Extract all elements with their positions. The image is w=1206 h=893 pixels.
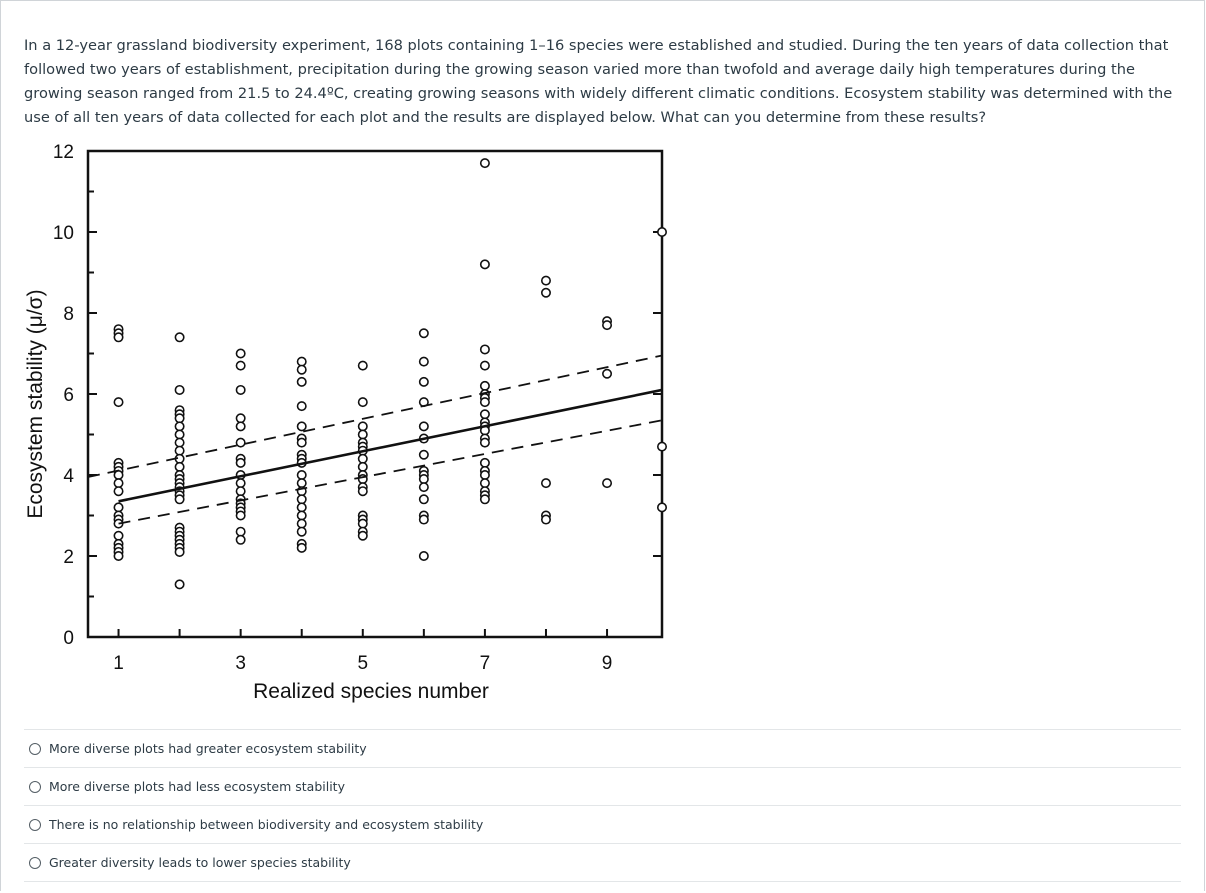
data-point xyxy=(175,548,183,556)
answer-label: More diverse plots had greater ecosystem stability xyxy=(49,741,367,756)
x-axis-title: Realized species number xyxy=(253,680,489,703)
plot-frame xyxy=(88,151,662,637)
answer-options xyxy=(24,729,1181,882)
data-point xyxy=(359,519,367,527)
x-tick-label: 5 xyxy=(357,653,369,674)
data-point xyxy=(298,471,306,479)
data-point xyxy=(481,345,489,353)
confidence-lower-line xyxy=(119,420,662,523)
data-point xyxy=(236,414,244,422)
data-point xyxy=(359,398,367,406)
x-tick-label: 1 xyxy=(113,653,124,674)
y-tick-label: 10 xyxy=(52,223,74,244)
data-point xyxy=(481,459,489,467)
data-point xyxy=(603,321,611,329)
answer-option-4[interactable] xyxy=(24,843,1181,882)
data-point xyxy=(114,479,122,487)
data-point xyxy=(114,487,122,495)
data-point xyxy=(298,511,306,519)
data-point xyxy=(359,430,367,438)
data-point xyxy=(236,459,244,467)
data-point xyxy=(236,536,244,544)
data-point xyxy=(481,398,489,406)
data-point xyxy=(603,479,611,487)
data-point xyxy=(420,495,428,503)
y-tick-label: 2 xyxy=(63,547,74,568)
data-point xyxy=(658,503,666,511)
stability-scatter-chart xyxy=(18,138,678,708)
regression-line xyxy=(119,390,662,501)
data-point xyxy=(175,447,183,455)
data-point xyxy=(420,483,428,491)
data-point xyxy=(236,479,244,487)
data-point xyxy=(298,519,306,527)
data-point xyxy=(359,487,367,495)
x-tick-label: 7 xyxy=(479,653,491,674)
data-point xyxy=(481,471,489,479)
y-tick-label: 12 xyxy=(52,142,74,163)
data-point xyxy=(481,479,489,487)
data-point xyxy=(236,528,244,536)
data-point xyxy=(298,495,306,503)
y-tick-label: 0 xyxy=(63,628,74,649)
data-point xyxy=(542,276,550,284)
data-point xyxy=(420,552,428,560)
data-point xyxy=(236,438,244,446)
data-point xyxy=(420,329,428,337)
data-point xyxy=(236,361,244,369)
data-point xyxy=(114,552,122,560)
radio-button[interactable] xyxy=(29,781,41,793)
radio-button[interactable] xyxy=(29,743,41,755)
answer-label: There is no relationship between biodiversity and ecosystem stability xyxy=(49,817,484,832)
data-point xyxy=(542,479,550,487)
data-point xyxy=(298,503,306,511)
data-point xyxy=(114,398,122,406)
data-point xyxy=(420,515,428,523)
data-point xyxy=(175,438,183,446)
data-point xyxy=(359,422,367,430)
data-point xyxy=(542,289,550,297)
answer-option-1[interactable] xyxy=(24,729,1181,767)
data-point xyxy=(481,159,489,167)
data-point xyxy=(298,366,306,374)
data-point xyxy=(359,361,367,369)
data-point xyxy=(420,422,428,430)
data-point xyxy=(298,479,306,487)
answer-option-2[interactable] xyxy=(24,767,1181,805)
answer-label: Greater diversity leads to lower species stability xyxy=(49,855,351,870)
data-point xyxy=(481,438,489,446)
data-point xyxy=(175,333,183,341)
data-point xyxy=(542,515,550,523)
question-text: In a 12-year grassland biodiversity experiment, 168 plots containing 1–16 species were established and studied. During the ten years of data collection that followed two years of establishment, precipitation during the growing season varied more than twofold and average daily high temperatures during the growing season ranged from 21.5 to 24.4ºC, creating growing seasons with widely different climatic conditions. Ecosystem stability was determined with the use of all ten years of data collected for each plot and the results are displayed below. What can you determine from these results? xyxy=(24,37,1173,126)
y-tick-label: 6 xyxy=(63,385,74,406)
answer-label: More diverse plots had less ecosystem stability xyxy=(49,779,345,794)
data-point xyxy=(420,475,428,483)
data-point xyxy=(420,378,428,386)
data-point xyxy=(481,495,489,503)
data-point xyxy=(658,228,666,236)
radio-button[interactable] xyxy=(29,857,41,869)
data-point xyxy=(481,410,489,418)
radio-button[interactable] xyxy=(29,819,41,831)
data-point xyxy=(298,378,306,386)
data-point xyxy=(298,544,306,552)
data-point xyxy=(175,463,183,471)
data-point xyxy=(175,386,183,394)
data-point xyxy=(175,414,183,422)
y-tick-label: 4 xyxy=(63,466,74,487)
data-point xyxy=(481,361,489,369)
data-point xyxy=(359,463,367,471)
data-point xyxy=(175,430,183,438)
data-point xyxy=(236,386,244,394)
data-point xyxy=(236,487,244,495)
data-point xyxy=(298,528,306,536)
data-point xyxy=(236,349,244,357)
data-point xyxy=(175,495,183,503)
y-axis-title: Ecosystem stability (μ/σ) xyxy=(24,289,47,519)
data-point xyxy=(298,357,306,365)
y-tick-label: 8 xyxy=(63,304,74,325)
data-point xyxy=(298,438,306,446)
data-point xyxy=(359,455,367,463)
confidence-upper-line xyxy=(88,356,662,478)
data-point xyxy=(420,451,428,459)
data-point xyxy=(298,422,306,430)
data-point xyxy=(298,402,306,410)
data-point xyxy=(481,260,489,268)
data-point xyxy=(114,333,122,341)
data-point xyxy=(481,382,489,390)
data-point xyxy=(114,503,122,511)
x-tick-label: 9 xyxy=(601,653,613,674)
data-point xyxy=(236,422,244,430)
data-point xyxy=(420,357,428,365)
data-point xyxy=(175,580,183,588)
x-tick-label: 3 xyxy=(235,653,246,674)
data-point xyxy=(603,370,611,378)
data-point xyxy=(658,442,666,450)
data-point xyxy=(359,532,367,540)
answer-option-3[interactable] xyxy=(24,805,1181,843)
data-point xyxy=(236,511,244,519)
data-point xyxy=(114,532,122,540)
data-point xyxy=(175,422,183,430)
